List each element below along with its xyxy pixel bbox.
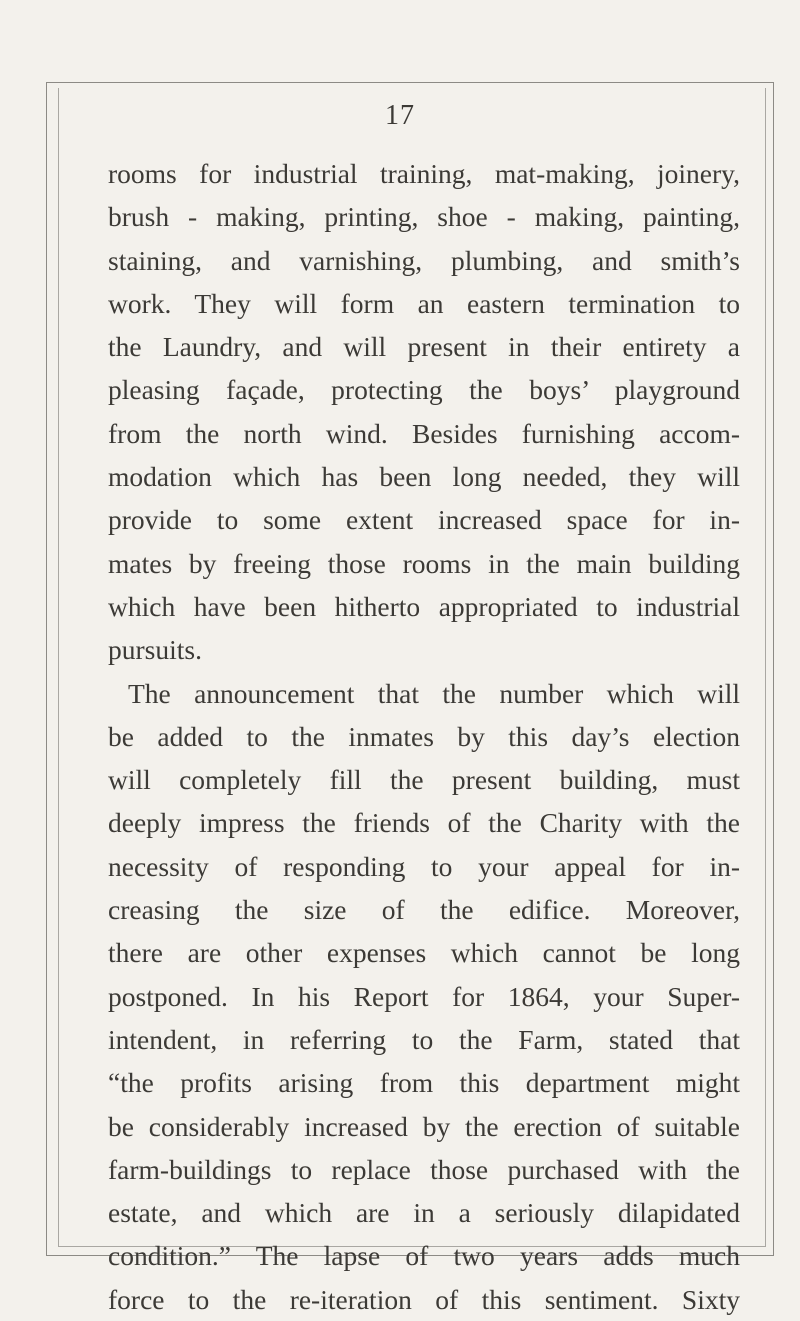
text-line: farm-buildings to replace those purchased with the (108, 1153, 740, 1185)
text-line: necessity of responding to your appeal for in- (108, 850, 740, 882)
text-line: will completely fill the present building, must (108, 764, 740, 796)
text-line: rooms for industrial training, mat-making, joinery, (108, 158, 740, 189)
text-line: The announcement that the number which will (128, 677, 740, 709)
text-line: work. They will form an eastern termination to (108, 287, 740, 319)
text-line: pleasing façade, protecting the boys’ playground (108, 374, 740, 406)
text-line: staining, and varnishing, plumbing, and smith’s (108, 244, 740, 276)
text-line: condition.” The lapse of two years adds much (108, 1240, 740, 1272)
text-line: be added to the inmates by this day’s election (108, 720, 740, 752)
text-line: there are other expenses which cannot be long (108, 937, 740, 969)
text-line: which have been hitherto appropriated to industrial (108, 590, 740, 622)
body-text (108, 152, 740, 1321)
text-line: modation which has been long needed, they will (108, 461, 740, 493)
text-line: the Laundry, and will present in their entirety a (108, 331, 740, 363)
text-line: deeply impress the friends of the Charity with the (108, 807, 740, 839)
text-line: provide to some extent increased space for in- (108, 504, 740, 536)
text-line: brush - making, printing, shoe - making, painting, (108, 201, 740, 233)
text-line: creasing the size of the edifice. Moreover, (108, 894, 740, 926)
text-line: postponed. In his Report for 1864, your Super- (108, 980, 740, 1012)
text-line: “the profits arising from this department might (108, 1067, 740, 1099)
page-number: 17 (385, 100, 415, 131)
text-line: be considerably increased by the erection of suitable (108, 1110, 740, 1142)
text-line: estate, and which are in a seriously dilapidated (108, 1197, 740, 1229)
text-line: intendent, in referring to the Farm, stated that (108, 1023, 740, 1055)
text-line: force to the re-iteration of this sentiment. Sixty (108, 1283, 740, 1315)
text-line: pursuits. (108, 634, 202, 666)
text-line: from the north wind. Besides furnishing accom- (108, 417, 740, 449)
text-line: mates by freeing those rooms in the main building (108, 547, 740, 579)
